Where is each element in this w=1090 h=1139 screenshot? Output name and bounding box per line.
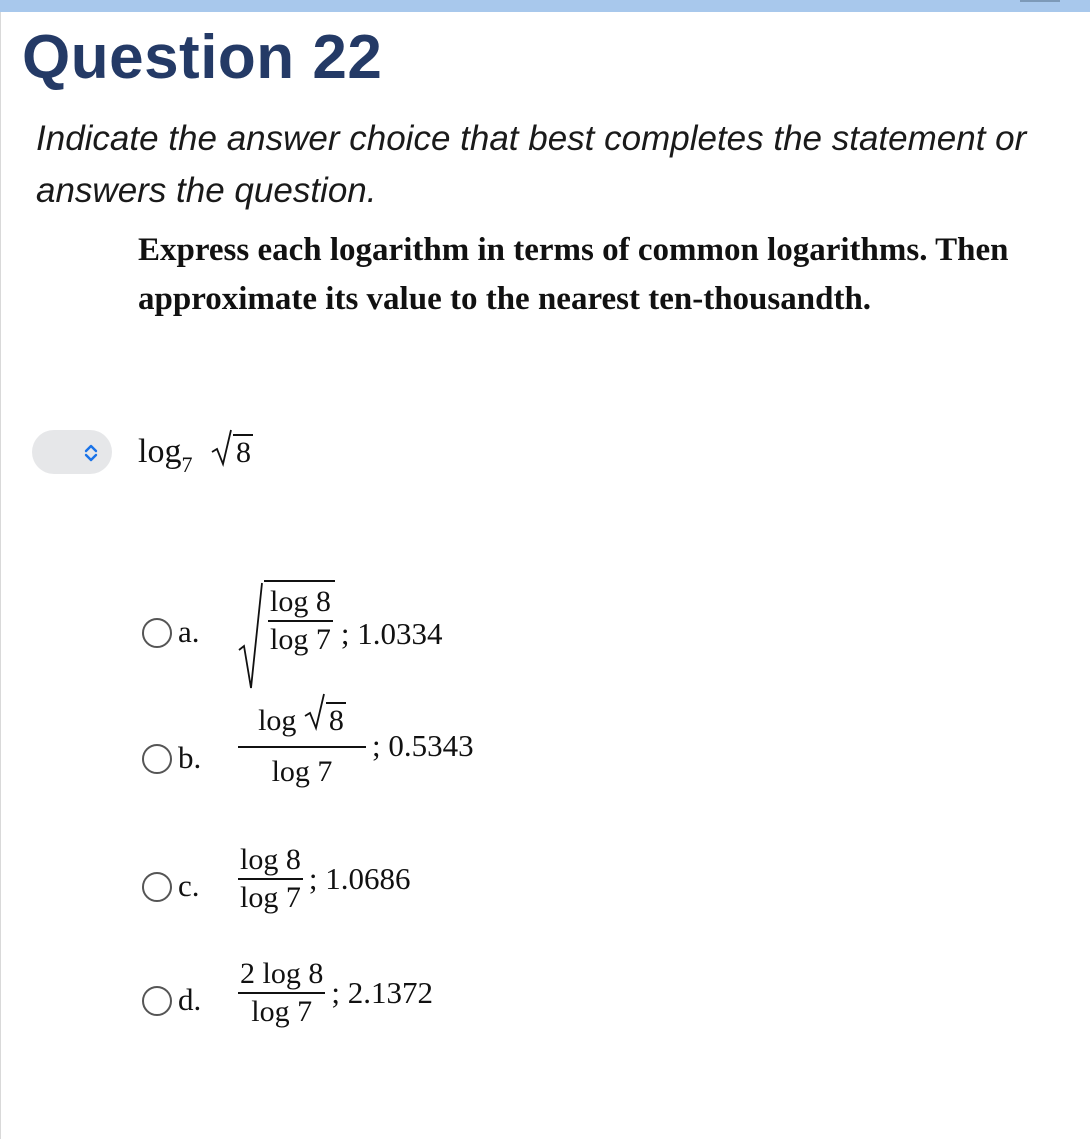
option-a-math xyxy=(238,580,442,658)
radical-icon xyxy=(304,692,326,732)
option-a-denominator: log 7 xyxy=(270,623,331,656)
option-d-math xyxy=(238,956,433,1030)
option-c-denominator: log 7 xyxy=(240,881,301,914)
option-d-denominator: log 7 xyxy=(251,995,313,1028)
option-b-log: log xyxy=(258,704,297,737)
frame-border xyxy=(0,12,1,1139)
option-b-sqrt xyxy=(304,696,346,746)
option-a-radio[interactable] xyxy=(142,618,172,648)
option-d-letter: d. xyxy=(178,982,202,1017)
option-c-math xyxy=(238,842,410,916)
top-bar xyxy=(0,0,1090,12)
option-b-letter: b. xyxy=(178,740,202,775)
instructions-text: Indicate the answer choice that best completes the statement or answers the question. xyxy=(36,119,1027,210)
answer-select[interactable] xyxy=(32,430,112,474)
option-b-value: ; 0.5343 xyxy=(372,728,474,763)
option-d-numerator: 2 log 8 xyxy=(240,957,324,990)
option-b-numerator xyxy=(256,696,348,746)
top-bar-handle xyxy=(1020,0,1060,2)
option-a-sqrt xyxy=(238,580,335,658)
log-text: log xyxy=(138,433,182,470)
radicand: 8 xyxy=(233,434,253,469)
option-b-radio[interactable] xyxy=(142,744,172,774)
option-c-value: ; 1.0686 xyxy=(308,861,411,896)
log-expression xyxy=(138,432,253,475)
question-title: Question 22 xyxy=(22,23,383,92)
chevron-up-down-icon xyxy=(84,443,98,463)
question-prompt: Express each logarithm in terms of common logarithms. Then approximate its value to the nearest ten-thousandth. xyxy=(138,232,1009,317)
option-d-value: ; 2.1372 xyxy=(331,975,433,1010)
option-a-letter: a. xyxy=(178,614,200,649)
radical-icon xyxy=(238,580,264,692)
option-d-radio[interactable] xyxy=(142,986,172,1016)
option-b-math xyxy=(238,696,474,796)
option-c-numerator: log 8 xyxy=(240,843,301,876)
sqrt xyxy=(211,432,253,473)
option-a-value: ; 1.0334 xyxy=(340,616,443,651)
log-base: 7 xyxy=(181,452,193,477)
option-a-numerator: log 8 xyxy=(270,585,331,618)
option-c-letter: c. xyxy=(178,868,200,903)
option-c-radio[interactable] xyxy=(142,872,172,902)
option-b-denominator: log 7 xyxy=(271,755,333,788)
radical-icon xyxy=(211,428,233,468)
option-b-radicand: 8 xyxy=(326,702,346,737)
